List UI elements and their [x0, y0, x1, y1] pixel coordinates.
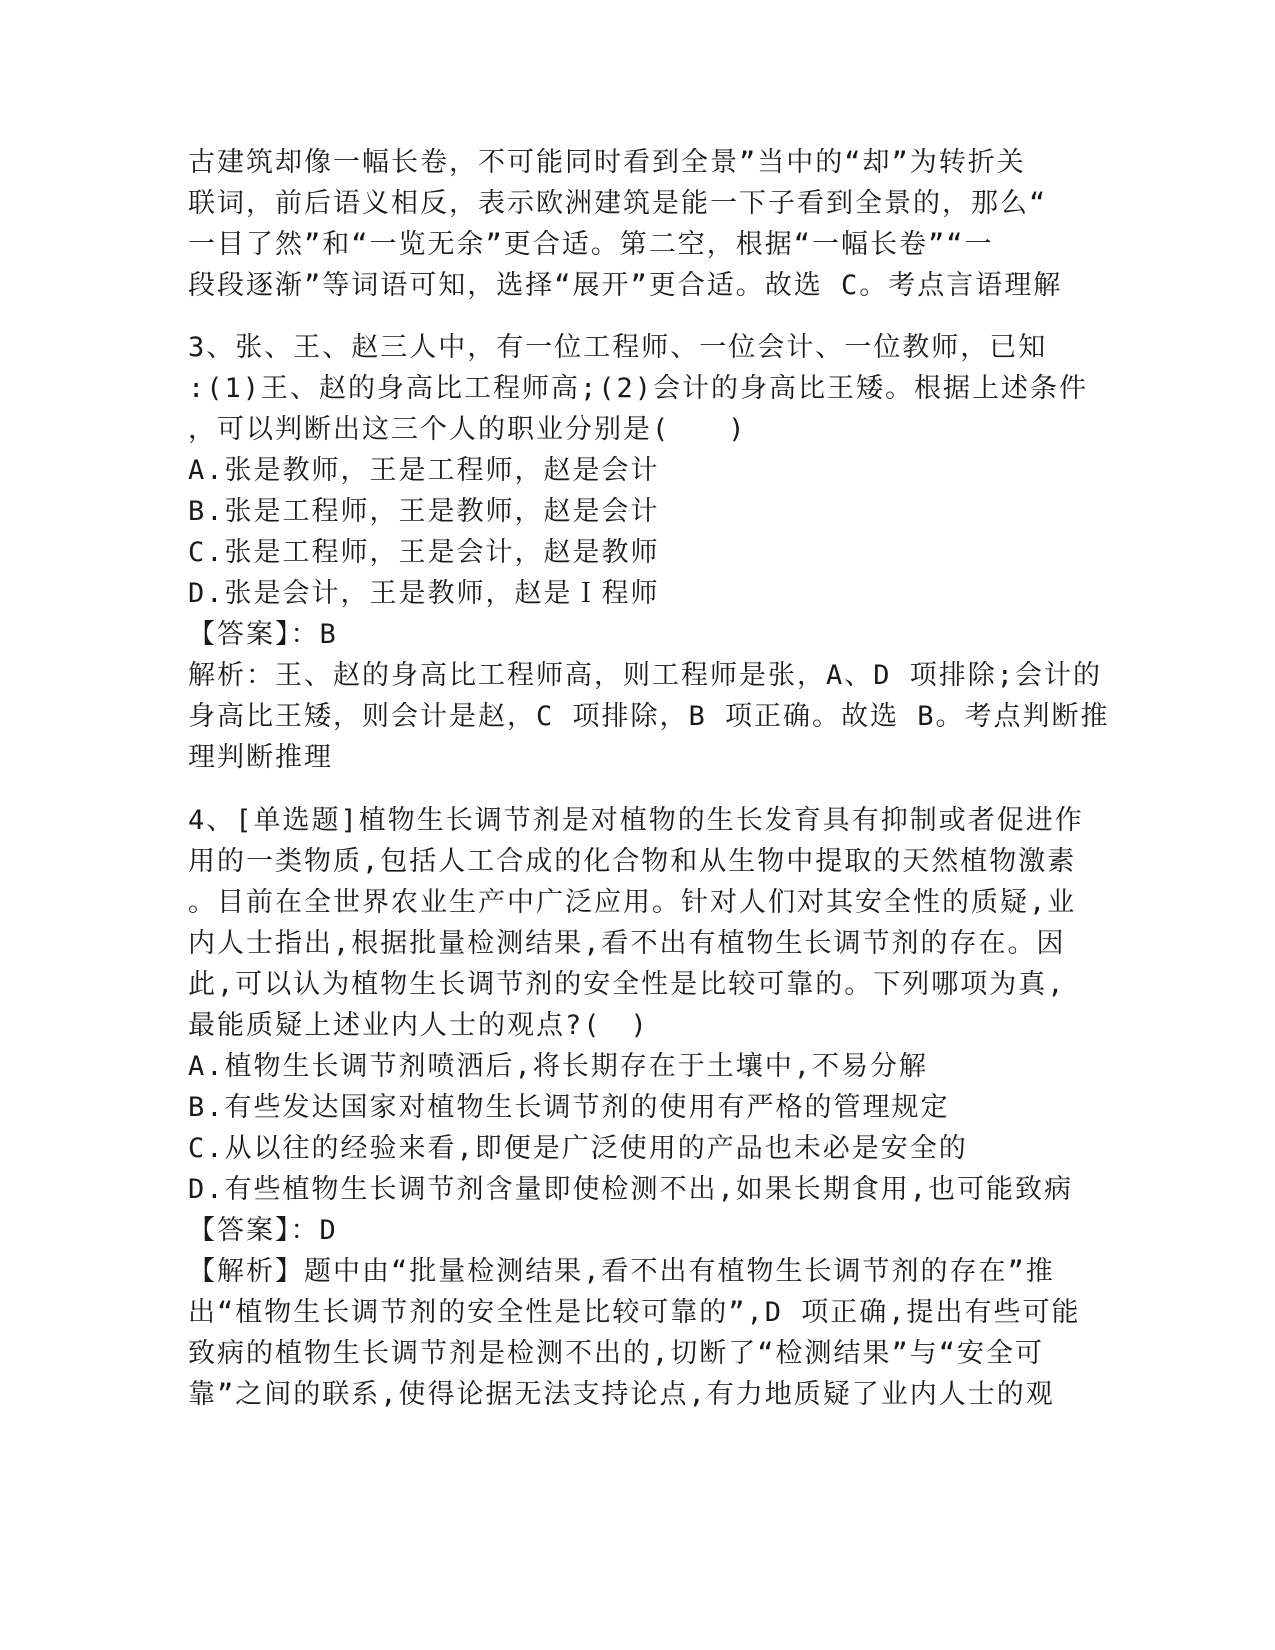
q4-analysis-line: 出“植物生长调节剂的安全性是比较可靠的”,D 项正确,提出有些可能: [188, 1297, 1081, 1328]
q4-option-b: B.有些发达国家对植物生长调节剂的使用有严格的管理规定: [188, 1092, 950, 1123]
q4-stem-line: 最能质疑上述业内人士的观点?( ): [188, 1010, 649, 1041]
q2-explanation-line: 联词，前后语义相反，表示欧洲建筑是能一下子看到全景的，那么“: [188, 188, 1048, 219]
q3-option-a: A.张是教师，王是工程师，赵是会计: [188, 455, 660, 486]
q4-analysis-line: 【解析】题中由“批量检测结果,看不出有植物生长调节剂的存在”推: [188, 1256, 1055, 1287]
q4-option-d: D.有些植物生长调节剂含量即使检测不出,如果长期食用,也可能致病: [188, 1174, 1074, 1205]
q4-stem-line: 此,可以认为植物生长调节剂的安全性是比较可靠的。下列哪项为真,: [188, 969, 1066, 1000]
q3-option-b: B.张是工程师，王是教师，赵是会计: [188, 496, 660, 527]
q3-answer: 【答案】：B: [188, 619, 338, 650]
q4-answer: 【答案】：D: [188, 1215, 338, 1246]
q4-stem-line: 内人士指出,根据批量检测结果,看不出有植物生长调节剂的存在。因: [188, 928, 1066, 959]
q3-option-c: C.张是工程师，王是会计，赵是教师: [188, 537, 660, 568]
q3-stem-line: ，可以判断出这三个人的职业分别是( ): [188, 414, 747, 445]
q4-option-c: C.从以往的经验来看,即便是广泛使用的产品也未必是安全的: [188, 1133, 968, 1164]
q3-stem-line: :(1)王、赵的身高比工程师高;(2)会计的身高比王矮。根据上述条件: [188, 373, 1089, 404]
q3-analysis-line: 解析：王、赵的身高比工程师高，则工程师是张，A、D 项排除;会计的: [188, 660, 1103, 691]
q4-stem-line: 4、[单选题]植物生长调节剂是对植物的生长发育具有抑制或者促进作: [188, 805, 1084, 836]
q4-analysis-line: 致病的植物生长调节剂是检测不出的,切断了“检测结果”与“安全可: [188, 1338, 1045, 1369]
q4-analysis-line: 靠”之间的联系,使得论据无法支持论点,有力地质疑了业内人士的观: [188, 1379, 1055, 1410]
q2-explanation-line: 古建筑却像一幅长卷，不可能同时看到全景”当中的“却”为转折关: [188, 147, 1026, 178]
q4-option-a: A.植物生长调节剂喷洒后,将长期存在于土壤中,不易分解: [188, 1051, 929, 1082]
q3-analysis-line: 身高比王矮，则会计是赵，C 项排除，B 项正确。故选 B。考点判断推: [188, 701, 1110, 732]
q3-stem-line: 3、张、王、赵三人中，有一位工程师、一位会计、一位教师，已知: [188, 332, 1048, 363]
q4-stem-line: 。目前在全世界农业生产中广泛应用。针对人们对其安全性的质疑,业: [188, 887, 1077, 918]
q2-explanation-line: 段段逐渐”等词语可知，选择“展开”更合适。故选 C。考点言语理解: [188, 270, 1063, 301]
q3-option-d: D.张是会计，王是教师，赵是Ｉ程师: [188, 578, 660, 609]
q2-explanation-line: 一目了然”和“一览无余”更合适。第二空，根据“一幅长卷”“一: [188, 229, 994, 260]
q4-stem-line: 用的一类物质,包括人工合成的化合物和从生物中提取的天然植物激素: [188, 846, 1077, 877]
q3-analysis-line: 理判断推理: [188, 742, 333, 773]
